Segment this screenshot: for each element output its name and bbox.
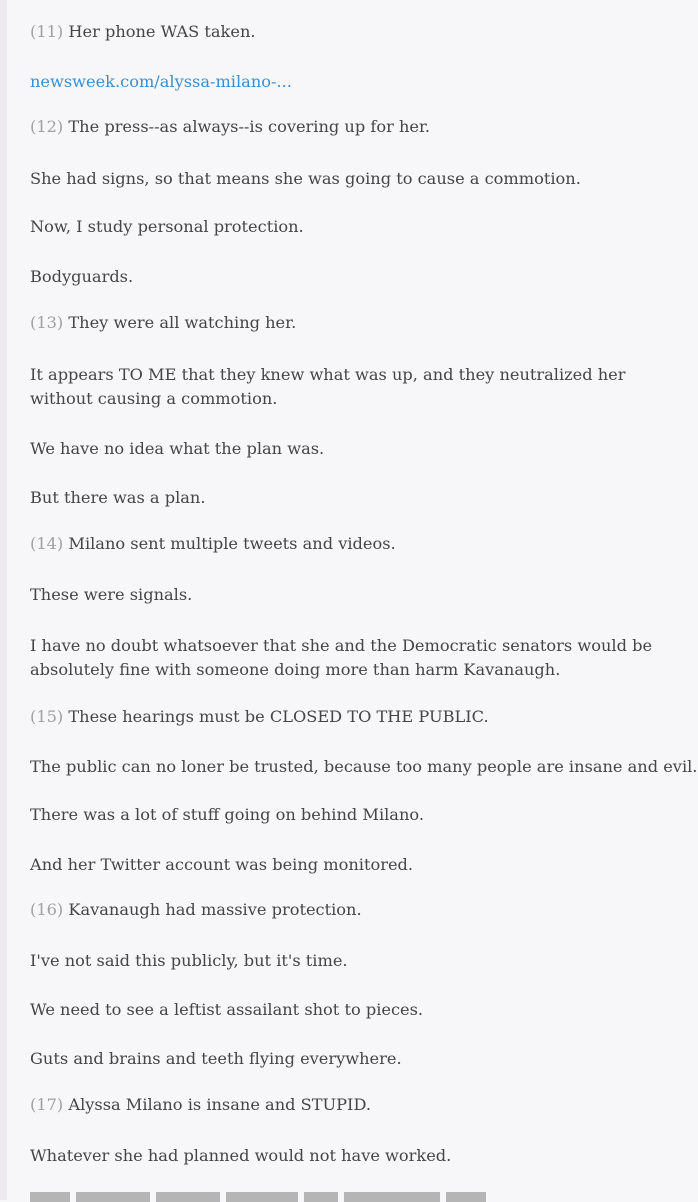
paragraph: The public can no loner be trusted, because too many people are insane and evil. xyxy=(30,757,698,776)
tweet-text: Milano sent multiple tweets and videos. xyxy=(63,534,396,553)
tweet-text: Her phone WAS taken. xyxy=(63,22,256,41)
tweet-text: Alyssa Milano is insane and STUPID. xyxy=(63,1095,371,1114)
tweet-number: (13) xyxy=(30,313,64,332)
tweet-number: (14) xyxy=(30,534,64,553)
tweet-15 xyxy=(30,705,692,729)
tweet-13 xyxy=(30,311,692,335)
paragraph: Now, I study personal protection. xyxy=(30,217,304,236)
newsweek-link[interactable]: newsweek.com/alyssa-milano-... xyxy=(30,72,292,91)
tweet-16 xyxy=(30,898,692,922)
paragraph: There was a lot of stuff going on behind Milano. xyxy=(30,805,424,824)
tweet-number: (11) xyxy=(30,22,64,41)
paragraph: But there was a plan. xyxy=(30,488,206,507)
paragraph: I've not said this publicly, but it's time. xyxy=(30,951,348,970)
tweet-12 xyxy=(30,115,692,139)
tweet-number: (17) xyxy=(30,1095,64,1114)
tweet-14 xyxy=(30,532,692,556)
paragraph: Whatever she had planned would not have worked. xyxy=(30,1146,452,1165)
paragraph: These were signals. xyxy=(30,585,193,604)
paragraph: It appears TO ME that they knew what was up, and they neutralized her without causing a commotion. xyxy=(30,365,626,408)
paragraph: And her Twitter account was being monitored. xyxy=(30,855,414,874)
paragraph: Bodyguards. xyxy=(30,267,134,286)
tweet-number: (16) xyxy=(30,900,64,919)
tweet-text: They were all watching her. xyxy=(63,313,297,332)
newsweek-link-row[interactable] xyxy=(30,70,692,94)
tweet-number: (12) xyxy=(30,117,64,136)
tweet-17 xyxy=(30,1093,692,1117)
paragraph: We need to see a leftist assailant shot to pieces. xyxy=(30,1000,424,1019)
paragraph: Guts and brains and teeth flying everywhere. xyxy=(30,1049,402,1068)
tweet-number: (15) xyxy=(30,707,64,726)
tweet-text: The press--as always--is covering up for her. xyxy=(63,117,431,136)
paragraph: She had signs, so that means she was going to cause a commotion. xyxy=(30,169,581,188)
tweet-11 xyxy=(30,20,692,44)
tweet-text: Kavanaugh had massive protection. xyxy=(63,900,362,919)
left-margin-strip xyxy=(0,0,7,1200)
tweet-text: These hearings must be CLOSED TO THE PUBLIC. xyxy=(63,707,489,726)
paragraph: We have no idea what the plan was. xyxy=(30,439,325,458)
paragraph: I have no doubt whatsoever that she and the Democratic senators would be absolutely fine with someone doing more than harm Kavanaugh. xyxy=(30,636,653,679)
